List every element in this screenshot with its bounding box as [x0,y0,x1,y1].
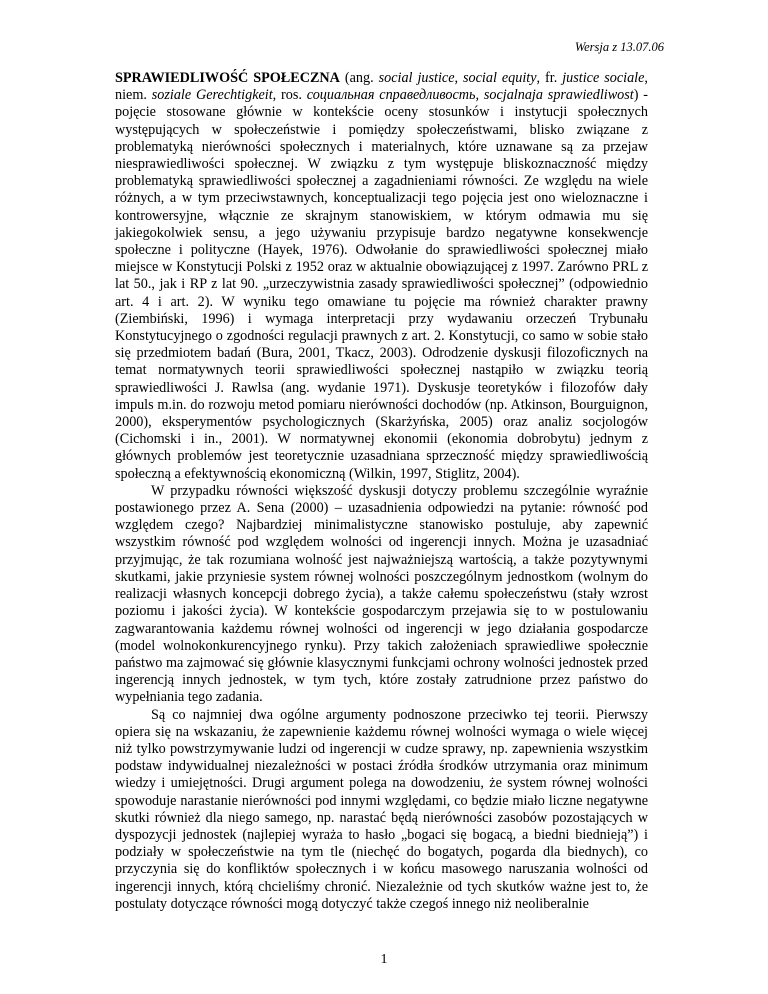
document-version-header: Wersja z 13.07.06 [574,40,664,54]
foreign-term: социальная справедливость, socjalnaja sprawiedliwost [306,87,634,104]
definition-run: , [454,70,464,86]
paragraph-definition [115,70,648,483]
definition-run: ) - pojęcie stosowane głównie w kontekście oceny stosunków i instytucji społecznych występujących w społeczeństwie i pomiędzy społeczeństwami, blisko związane z problematyką nierówności społecznych i materialnych, które uznawane są za przejaw niesprawiedliwości społecznej. W związku z tym występuje bliskoznaczność między problematyką sprawiedliwości społecznej a zagadnieniami równości. Ze względu na wiele różnych, a w tym przeciwstawnych, konceptualizacji tego pojęcia jest ono wieloznaczne i kontrowersyjne, włącznie ze skrajnym stanowiskiem, w którym odmawia mu się jakiegokolwiek sensu, a jego używaniu przypisuje bardzo negatywne konsekwencje społeczne i polityczne (Hayek, 1976). Odwołanie do sprawiedliwości społecznej miało miejsce w Konstytucji Polski z 1952 oraz w aktualnie obowiązującej z 1997. Zarówno PRL z lat 50., jak i RP z lat 90. „urzeczywistnia zasady sprawiedliwości społecznej” (odpowiednio art. 4 i art. 2). W wyniku tego omawiane tu pojęcie ma również charakter prawny (Ziembiński, 1996) i wymaga interpretacji przy wydawaniu orzeczeń Trybunału Konstytucyjnego o zgodności regulacji prawnych z art. 2. Konstytucji, co samo w sobie stało się przedmiotem badań (Bura, 2001, Tkacz, 2003). Odrodzenie dyskusji filozoficznych na temat normatywnych teorii sprawiedliwości społecznej nastąpiło w związku teorią sprawiedliwości J. Rawlsa (ang. wydanie 1971). Dyskusje teoretyków i filozofów dały impuls m.in. do rozwoju metod pomiaru nierówności dochodów (np. Atkinson, Bourguignon, 2000), eksperymentów psychologicznych (Skarżyńska, 2005) oraz analiz socjologów (Cichomski i in., 2001). W normatywnej ekonomii (ekonomia dobrobytu) jednym z głównych problemów jest teoretycznie uzasadniana sprzeczność między sprawiedliwością społeczną a efektywnością ekonomiczną (Wilkin, 1997, Stiglitz, 2004). [115,87,649,482]
paragraph-arguments: Są co najmniej dwa ogólne argumenty podnoszone przeciwko tej teorii. Pierwszy opiera się na wskazaniu, że zapewnienie każdemu równej wolności wymaga o wiele więcej niż tylko powstrzymywanie ludzi od ingerencji w cudze sprawy, np. zapewnienia wszystkim podstaw indywidualnej niezależności w postaci źródła środków utrzymania oraz minimum wiedzy i umiejętności. Drugi argument polega na dowodzeniu, że system równej wolności spowoduje narastanie nierówności pod innymi względami, co będzie miało liczne negatywne skutki również dla niego samego, np. narastać będą nierówności zasobów pozostających w dyspozycji jednostek (najlepiej wyraża to hasło „bogaci się bogacą, a biedni biednieją”) i podziały w społeczeństwie na tym tle (niechęć do bogatych, pogarda dla biednych), co przyczynia się do konfliktów społecznych i w końcu masowego naruszania wolności od ingerencji innych, którą chcieliśmy chronić. Niezależnie od tych skutków ważne jest to, że postulaty dotyczące równości mogą dotyczyć także czegoś innego niż neoliberalnie [115,706,648,912]
article-body [115,70,648,913]
definition-run: (ang. [339,70,379,86]
paragraph-equality: W przypadku równości większość dyskusji dotyczy problemu szczególnie wyraźnie postawionego przez A. Sena (2000) – uzasadnienia odpowiedzi na pytanie: równość pod względem czego? Najbardziej minimalistyczne stanowisko postuluje, aby zapewnić wszystkim równość pod względem wolności od ingerencji innych. Można je uzasadniać przyjmując, że tak rozumiana wolność jest najważniejszą wartością, a także pozytywnymi skutkami, jakie przyniesie system równej wolności poszczególnym jednostkom (wolnym do realizacji własnych koncepcji dobrego życia), a także całemu społeczeństwu (stały wzrost poziomu i jakości życia). W kontekście gospodarczym przejawia się to w postulowaniu zagwarantowania każdemu równej wolności od ingerencji w jego działania gospodarcze (model wolnokonkurencyjnego rynku). Przy takich założeniach sprawiedliwe społecznie państwo ma zajmować się głównie klasycznymi funkcjami ochrony wolności jednostek przed ingerencją innych jednostek, w tym tych, które zostały zatrudnione przez państwo do wypełniania tego zadania. [115,482,648,706]
foreign-term: soziale Gerechtigkeit [151,87,273,104]
definition-run: , fr. [536,70,563,86]
definition-text [115,70,648,482]
page-number: 1 [380,952,388,967]
foreign-term: social justice [378,70,455,86]
foreign-term: justice sociale [562,70,645,86]
article-title: SPRAWIEDLIWOŚĆ SPOŁECZNA [115,70,340,86]
foreign-term: social equity [463,70,537,86]
definition-run: , niem. [115,70,648,104]
definition-run: , ros. [272,87,307,104]
